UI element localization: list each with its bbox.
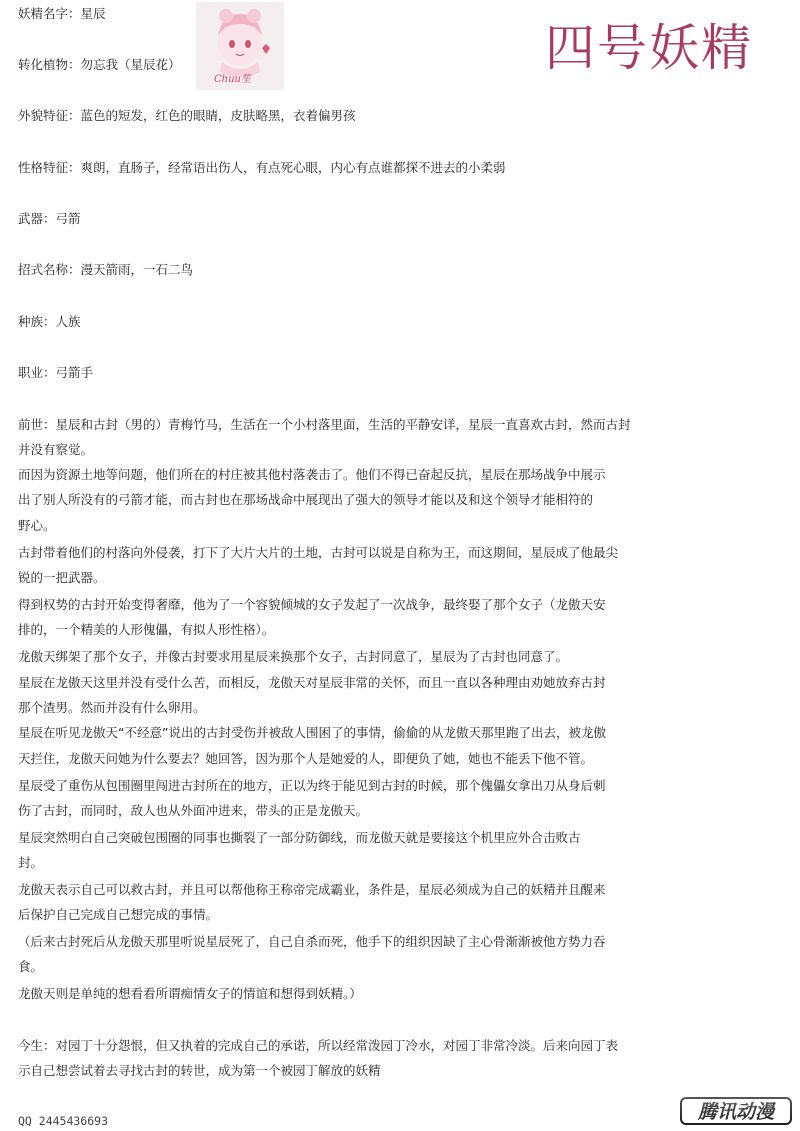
text-line: 伤了古封，而同时，敌人也从外面冲进来，带头的正是龙傲天。 [18, 803, 369, 818]
text-line: 龙傲天表示自己可以救古封，并且可以帮他称王称帝完成霸业，条件是，星辰必须成为自己的妖精并且醒来 [18, 882, 606, 897]
text-line: 前世：星辰和古封（男的）青梅竹马，生活在一个小村落里面，生活的平静安详，星辰一直喜欢古封，然而古封 [18, 417, 631, 432]
text-line: 并没有察觉。 [18, 442, 94, 457]
text-line: 性格特征：爽朗，直肠子，经常语出伤人，有点死心眼，内心有点谁都探不进去的小柔弱 [18, 160, 506, 175]
text-line: 野心。 [18, 518, 56, 533]
text-line: 食。 [18, 959, 44, 974]
text-line: 职业：弓箭手 [18, 365, 94, 380]
text-line: 种族：人族 [18, 314, 81, 329]
text-line: 示自己想尝试着去寻找古封的转世，成为第一个被园丁解放的妖精 [18, 1063, 381, 1078]
text-line: 今生：对园丁十分怨恨，但又执着的完成自己的承诺，所以经常泼园丁冷水，对园丁非常冷淡。后来向园丁表 [18, 1038, 619, 1053]
text-line: 龙傲天则是单纯的想看看所谓痴情女子的情谊和想得到妖精。） [18, 986, 362, 1001]
text-line: 武器：弓箭 [18, 211, 81, 226]
text-line: 招式名称：漫天箭雨，一石二鸟 [18, 262, 194, 277]
text-line: 后保护自己完成自己想完成的事情。 [18, 907, 219, 922]
text-line: 星辰受了重伤从包围圈里闯进古封所在的地方，正以为终于能见到古封的时候，那个傀儡女拿出刀从身后刺 [18, 778, 606, 793]
avatar-caption: Chuu笙 [214, 74, 251, 85]
avatar [196, 2, 284, 90]
watermark-logo [680, 1096, 792, 1126]
text-line: 妖精名字：星辰 [18, 6, 106, 21]
text-line: 外貌特征：蓝色的短发，红色的眼睛，皮肤略黑，衣着偏男孩 [18, 108, 356, 123]
text-line: 排的，一个精美的人形傀儡，有拟人形性格）。 [18, 622, 275, 637]
text-line: 星辰突然明白自己突破包围圈的同事也撕裂了一部分防御线，而龙傲天就是要接这个机里应外合击败古 [18, 830, 581, 845]
text-line: 得到权势的古封开始变得奢靡，他为了一个容貌倾城的女子发起了一次战争，最终娶了那个女子（龙傲天安 [18, 597, 606, 612]
footer-qq: QQ 2445436693 [18, 1114, 109, 1128]
text-line: 而因为资源土地等问题，他们所在的村庄被其他村落袭击了。他们不得已奋起反抗，星辰在那场战争中展示 [18, 467, 606, 482]
svg-text:腾讯动漫: 腾讯动漫 [697, 1101, 775, 1123]
text-line: （后来古封死后从龙傲天那里听说星辰死了，自己自杀而死，他手下的组织因缺了主心骨渐渐被他方势力吞 [18, 934, 606, 949]
text-line: 那个渣男。然而并没有什么卵用。 [18, 700, 206, 715]
text-line: 星辰在听见龙傲天“不经意”说出的古封受伤并被敌人围困了的事情，偷偷的从龙傲天那里跑了出去，被龙傲 [18, 725, 606, 740]
text-line: 转化植物：勿忘我（星辰花） [18, 57, 181, 72]
text-line: 锐的一把武器。 [18, 570, 106, 585]
page-title: 四号妖精 [545, 19, 753, 77]
text-line: 天拦住，龙傲天问她为什么要去？她回答，因为那个人是她爱的人，即便负了她，她也不能丢下他不管。 [18, 751, 594, 766]
text-line: 出了别人所没有的弓箭才能，而古封也在那场战命中展现出了强大的领导才能以及和这个领导才能相符的 [18, 492, 594, 507]
text-line: 古封带着他们的村落向外侵袭，打下了大片大片的土地，古封可以说是自称为王，而这期间，星辰成了他最尖 [18, 545, 619, 560]
text-line: 龙傲天绑架了那个女子，并像古封要求用星辰来换那个女子，古封同意了，星辰为了古封也同意了。 [18, 649, 569, 664]
text-line: 星辰在龙傲天这里并没有受什么苦，而相反，龙傲天对星辰非常的关怀，而且一直以各种理由劝她放弃古封 [18, 675, 606, 690]
text-line: 封。 [18, 855, 44, 870]
